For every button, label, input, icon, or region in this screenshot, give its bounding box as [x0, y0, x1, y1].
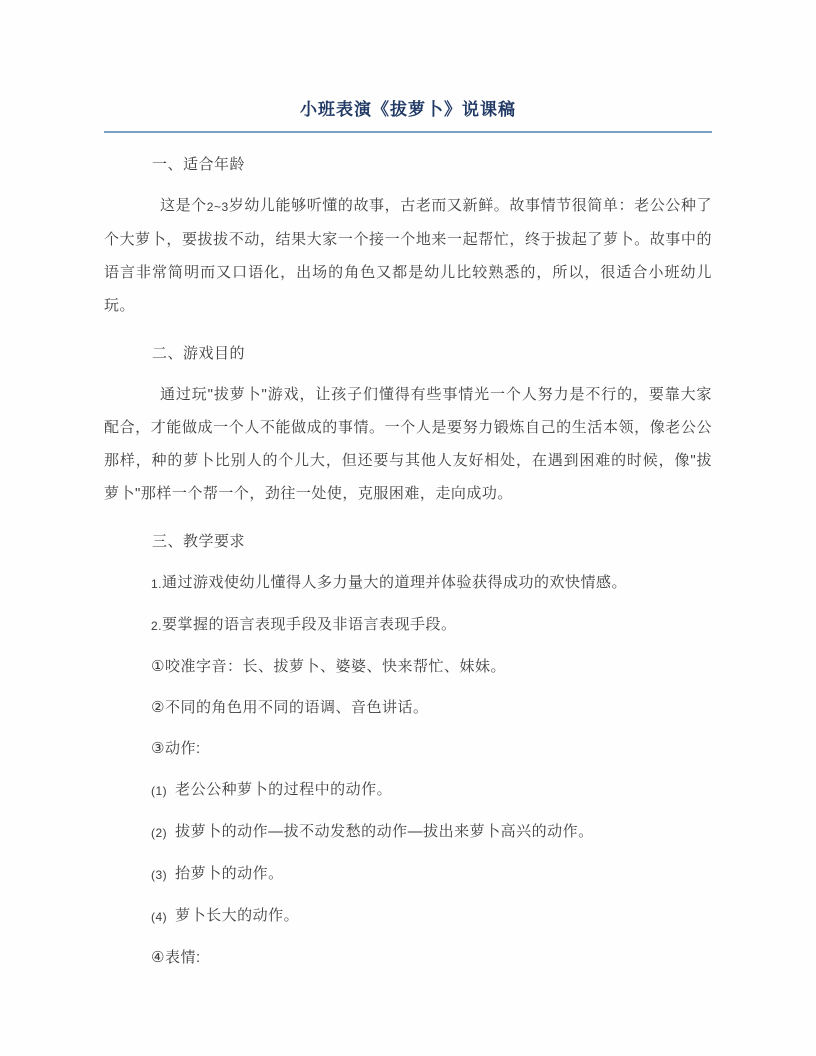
- list-item-paren-1: [104, 773, 712, 807]
- list-item-paren-2: [104, 815, 712, 849]
- paragraph-text-post: 岁幼儿能够听懂的故事，古老而又新鲜。故事情节很简单：老公公种了个大萝卜，要拔拔不动，结果大家一个接一个地来一起帮忙，终于拔起了萝卜。故事中的语言非常简明而又口语化，出场的角色又都是幼儿比较熟悉的，所以，很适合小班幼儿玩。: [104, 197, 712, 314]
- item-marker: ①: [151, 658, 165, 675]
- item-marker: 1.: [151, 577, 163, 591]
- item-marker: 2.: [151, 619, 163, 633]
- item-text: 萝卜长大的动作。: [175, 907, 300, 924]
- item-marker: ②: [151, 699, 165, 716]
- page-title: 小班表演《拔萝卜》说课稿: [104, 0, 712, 133]
- list-item-paren-3: [104, 857, 712, 891]
- item-marker: (4): [151, 910, 168, 924]
- paragraph-text-pre: 这是个: [160, 197, 207, 214]
- item-marker: (1): [151, 784, 168, 798]
- item-text: 不同的角色用不同的语调、音色讲话。: [164, 699, 429, 716]
- section-heading-purpose: 二、游戏目的: [152, 345, 246, 362]
- item-text: 老公公种萝卜的过程中的动作。: [175, 781, 393, 798]
- list-item-circle-1: [104, 650, 712, 683]
- item-marker: ③: [151, 740, 165, 757]
- item-text: 拔萝卜的动作—拔不动发愁的动作—拔出来萝卜高兴的动作。: [175, 823, 594, 840]
- section-heading-age: 一、适合年龄: [152, 156, 246, 173]
- item-text: 要掌握的语言表现手段及非语言表现手段。: [162, 616, 457, 633]
- item-text: 咬准字音：长、拔萝卜、婆婆、快来帮忙、妹妹。: [164, 658, 506, 675]
- list-item-circle-4: [104, 941, 712, 974]
- item-marker: ④: [151, 949, 165, 966]
- item-text: 抬萝卜的动作。: [175, 865, 284, 882]
- list-item-1: [104, 566, 712, 600]
- list-item-paren-4: [104, 899, 712, 933]
- item-text: 通过游戏使幼儿懂得人多力量大的道理并体验获得成功的欢快情感。: [162, 574, 628, 591]
- list-item-circle-2: [104, 691, 712, 724]
- item-text: 表情:: [164, 949, 201, 966]
- list-item-2: [104, 608, 712, 642]
- paragraph-purpose: 通过玩"拔萝卜"游戏，让孩子们懂得有些事情光一个人努力是不行的，要靠大家配合，才能做成一个人不能做成的事情。一个人是要努力锻炼自己的生活本领，像老公公那样，种的萝卜比别人的个儿大，但还要与其他人友好相处，在遇到困难的时候，像"拔萝卜"那样一个帮一个，劲往一处使，克服困难，走向成功。: [104, 386, 712, 502]
- item-marker: (3): [151, 868, 168, 882]
- paragraph-age: [104, 189, 712, 322]
- item-marker: (2): [151, 826, 168, 840]
- age-range-number: 2~3: [206, 200, 229, 214]
- section-heading-requirements: 三、教学要求: [152, 533, 246, 550]
- list-item-circle-3: [104, 732, 712, 765]
- item-text: 动作:: [164, 740, 201, 757]
